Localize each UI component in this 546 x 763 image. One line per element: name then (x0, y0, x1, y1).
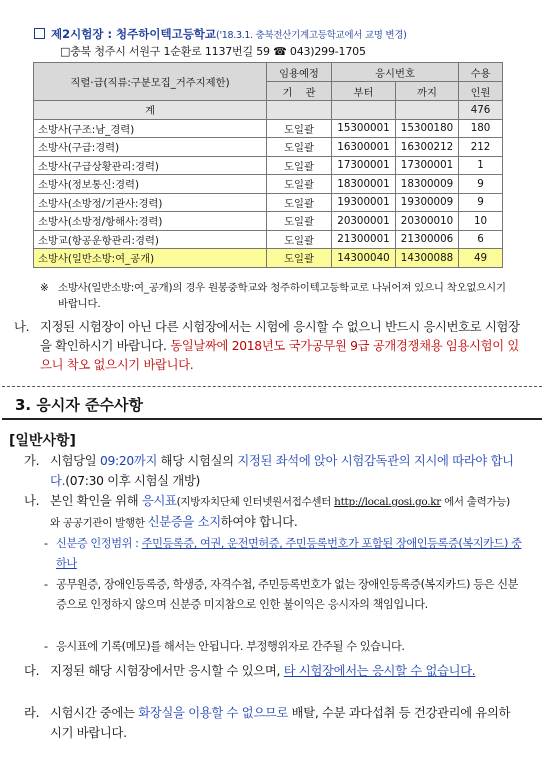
dash-emphasis-text: 주민등록증, 여권, 운전면허증, 주민등록번호가 포함된 장애인등록증(복지카드) 중 하나 (56, 537, 522, 570)
reference-mark: ※ (40, 282, 49, 294)
row-exam-from: 21300001 (332, 230, 396, 249)
item-ga (24, 452, 519, 491)
row-exam-from: 14300040 (332, 249, 396, 268)
row-exam-to: 18300009 (396, 175, 459, 194)
row-exam-to: 19300009 (396, 193, 459, 212)
checkbox-square-icon (34, 28, 45, 39)
row-exam-from: 15300001 (332, 119, 396, 138)
row-exam-from: 20300001 (332, 212, 396, 231)
col-quota-header-bottom: 인원 (459, 82, 503, 101)
row-agency: 도일괄 (267, 156, 332, 175)
row-position: 소방사(소방정/기관사:경력) (34, 193, 267, 212)
total-empty-cell (396, 101, 459, 120)
row-agency: 도일괄 (267, 230, 332, 249)
table-total-row (34, 101, 503, 120)
row-count: 1 (459, 156, 503, 175)
dash-text: 공무원증, 장애인등록증, 학생증, 자격수첩, 주민등록번호가 없는 장애인등록증(복지카드) 등은 신분증으로 인정하지 않으며 신분증 미지참으로 인한 불이익은 응시자의 책임입니다. (56, 578, 519, 611)
divider (2, 386, 542, 387)
exam-room-table (33, 62, 503, 268)
exam-site-note: ('18.3.1. 충북전산기계고등학교에서 교명 변경) (216, 30, 407, 41)
item-text: 지정된 해당 시험장에서만 응시할 수 있으며, (50, 664, 284, 678)
row-position: 소방사(정보통신:경력) (34, 175, 267, 194)
total-empty-cell (332, 101, 396, 120)
item-text: (지방자치단체 인터넷원서접수센터 (176, 496, 335, 508)
section-title: 3. 응시자 준수사항 (15, 396, 144, 414)
row-count: 10 (459, 212, 503, 231)
row-count: 6 (459, 230, 503, 249)
row-exam-from: 18300001 (332, 175, 396, 194)
item-text: 시험당일 (50, 454, 100, 468)
item-time-text: 09:20까지 (99, 454, 158, 468)
total-label: 계 (34, 101, 267, 120)
col-from-header: 부터 (332, 82, 396, 101)
col-agency-header-bottom: 기 관 (267, 82, 332, 101)
table-row (34, 193, 503, 212)
col-exam-number-header: 응시번호 (332, 63, 459, 82)
row-agency: 도일괄 (267, 119, 332, 138)
exam-site-label: 제2시험장 : 청주하이텍고등학교 (51, 27, 217, 41)
dash-not-accepted (44, 575, 524, 614)
table-row (34, 156, 503, 175)
item-label: 나. (14, 320, 30, 334)
row-exam-to: 15300180 (396, 119, 459, 138)
item-text: 시험시간 중에는 (50, 706, 139, 720)
exam-site-heading (34, 26, 406, 42)
dash-mark: - (44, 640, 48, 653)
table-note (40, 280, 510, 312)
dash-mark: - (44, 537, 48, 550)
dash-text: 신분증 인정범위 : (56, 537, 142, 550)
row-count: 9 (459, 175, 503, 194)
item-text: 배탈, 수분 과다섭취 등 건강관리에 유의하시기 바랍니다. (50, 706, 511, 740)
item-text: 본인 확인을 위해 (50, 494, 142, 508)
row-agency: 도일괄 (267, 175, 332, 194)
item-text: 해당 시험실의 (157, 454, 238, 468)
row-position: 소방교(항공운항관리:경력) (34, 230, 267, 249)
row-agency: 도일괄 (267, 193, 332, 212)
row-exam-to: 17300001 (396, 156, 459, 175)
section-subtitle: [일반사항] (9, 433, 76, 449)
col-to-header: 까지 (396, 82, 459, 101)
row-exam-from: 16300001 (332, 138, 396, 157)
id-card-text: 신분증을 소지 (147, 514, 221, 529)
dash-id-range (44, 534, 524, 573)
row-agency: 도일괄 (267, 249, 332, 268)
col-agency-header-top: 임용예정 (267, 63, 332, 82)
item-da (24, 662, 519, 682)
item-text: 에서 출력가능)와 공공기관이 발행한 (50, 496, 510, 529)
row-position: 소방사(구급상황관리:경력) (34, 156, 267, 175)
item-emphasis-text: 화장실을 이용할 수 없으므로 (138, 706, 289, 720)
col-quota-header-top: 수용 (459, 63, 503, 82)
item-label: 다. (24, 664, 40, 678)
row-count: 180 (459, 119, 503, 138)
item-label: 라. (24, 706, 40, 720)
section-underline (2, 418, 542, 420)
item-text: (07:30 이후 시험실 개방) (65, 473, 201, 488)
row-exam-to: 16300212 (396, 138, 459, 157)
row-position: 소방사(구급:경력) (34, 138, 267, 157)
row-position: 소방사(구조:남_경력) (34, 119, 267, 138)
item-warning-text: 동일날짜에 2018년도 국가공무원 9급 공개경쟁채용 임용시험이 있으니 착오 없으시기 바랍니다. (40, 339, 519, 372)
row-position: 소방사(소방정/항해사:경력) (34, 212, 267, 231)
item-text: 하여야 합니다. (220, 514, 298, 529)
address-line: □충북 청주시 서원구 1순환로 1137번길 59 ☎ 043)299-1705 (60, 45, 366, 58)
note-text: 소방사(일반소방:여_공개)의 경우 원봉중학교와 청주하이텍고등학교로 나뉘어져 있으니 착오없으시기 바랍니다. (58, 282, 506, 310)
row-position: 소방사(일반소방:여_공개) (34, 249, 267, 268)
item-text: 지정된 시험장이 아닌 다른 시험장에서는 시험에 응시할 수 없으니 반드시 응시번호로 시험장을 확인하시기 바랍니다. (40, 320, 520, 353)
item-na-exam-site (14, 318, 524, 375)
table-row (34, 138, 503, 157)
table-row (34, 230, 503, 249)
item-label: 가. (24, 454, 40, 468)
total-empty-cell (267, 101, 332, 120)
col-position-header: 직렬·급(직류:구분모집_거주지제한) (34, 63, 267, 101)
total-count: 476 (459, 101, 503, 120)
dash-text: 응시표에 기록(메모)를 해서는 안됩니다. 부정행위자로 간주될 수 있습니다. (56, 640, 405, 653)
item-na-id (24, 492, 519, 533)
row-exam-from: 19300001 (332, 193, 396, 212)
item-emphasis-text: 타 시험장에서는 응시할 수 없습니다. (283, 664, 476, 678)
row-count: 9 (459, 193, 503, 212)
row-agency: 도일괄 (267, 138, 332, 157)
row-agency: 도일괄 (267, 212, 332, 231)
item-ra (24, 704, 519, 743)
row-count: 49 (459, 249, 503, 268)
row-exam-to: 20300010 (396, 212, 459, 231)
item-emphasis-text: 지정된 좌석에 앉아 시험감독관의 지시에 따라야 합니다. (50, 454, 514, 488)
row-exam-to: 21300006 (396, 230, 459, 249)
admission-ticket-text: 응시표 (141, 494, 177, 508)
row-count: 212 (459, 138, 503, 157)
table-row (34, 249, 503, 268)
row-exam-from: 17300001 (332, 156, 396, 175)
table-header-row (34, 63, 503, 82)
gosi-site-link[interactable]: http://local.gosi.go.kr (334, 496, 442, 508)
row-exam-to: 14300088 (396, 249, 459, 268)
table-row (34, 175, 503, 194)
item-label: 나. (24, 494, 40, 508)
dash-mark: - (44, 578, 48, 591)
table-row (34, 212, 503, 231)
table-row (34, 119, 503, 138)
dash-memo (44, 637, 524, 657)
